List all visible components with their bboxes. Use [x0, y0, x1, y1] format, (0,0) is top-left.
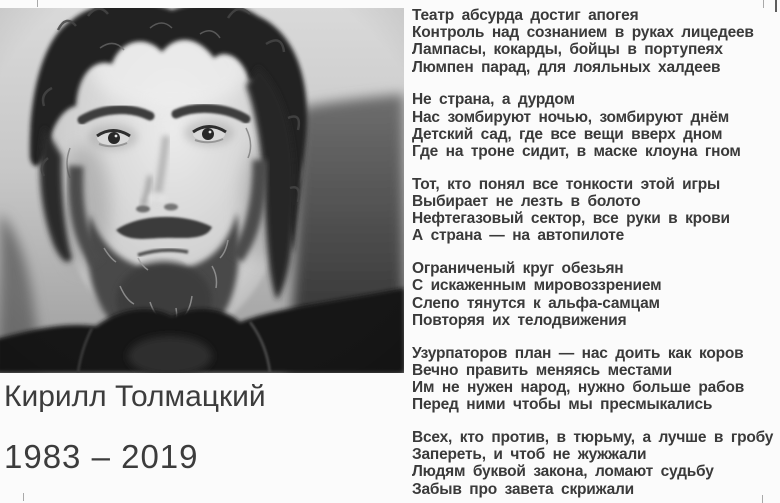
- poem-stanza-1: [412, 7, 780, 76]
- poem-line: Контроль над сознанием в руках лицедеев: [412, 24, 754, 42]
- portrait-photo: [0, 8, 404, 373]
- poem-stanza-4: [412, 260, 780, 329]
- photo-vignette: [0, 8, 404, 373]
- poem-line: Запереть, и чтоб не жужжали: [412, 446, 647, 464]
- poem-line: С искаженным мировоззрением: [412, 277, 662, 295]
- poem-line: Где на троне сидит, в маске клоуна гном: [412, 143, 741, 161]
- poem-line: Повторяя их телодвижения: [412, 311, 627, 329]
- poem-line: Театр абсурда достиг апогея: [412, 7, 639, 24]
- poem-stanza-5: [412, 345, 780, 414]
- memorial-years: 1983 – 2019: [4, 438, 199, 475]
- poem-line: Нефтегазовый сектор, все руки в крови: [412, 210, 730, 228]
- poem-line: Лампасы, кокарды, бойцы в портупеях: [412, 41, 723, 59]
- poem-stanza-6: [412, 429, 780, 498]
- poem-line: Забыв про завета скрижали: [412, 480, 635, 498]
- poem-line: Им не нужен народ, нужно больше рабов: [412, 379, 745, 397]
- poem-line: Ограниченый круг обезьян: [412, 260, 624, 278]
- poem-line: Людям буквой закона, ломают судьбу: [412, 463, 714, 481]
- poem-line: А страна — на автопилоте: [412, 227, 625, 245]
- artifact-tick: [763, 0, 764, 8]
- poem-stanza-3: [412, 176, 780, 245]
- poem-line: Вечно править меняясь местами: [412, 361, 672, 379]
- memorial-name: Кирилл Толмацкий: [4, 380, 266, 413]
- poem-line: Перед ними чтобы мы пресмыкались: [412, 396, 713, 414]
- portrait-photo-svg: [0, 8, 404, 373]
- artifact-tick: [23, 493, 24, 501]
- poem-text: [412, 7, 780, 503]
- poem-line: Тот, кто понял все тонкости этой игры: [412, 175, 721, 193]
- poem-line: Нас зомбируют ночью, зомбируют днём: [412, 108, 730, 126]
- poem-line: Узурпаторов план — нас доить как коров: [412, 344, 744, 362]
- poem-stanza-2: [412, 91, 780, 160]
- poem-line: Всех, кто против, в тюрьму, а лучше в гробу: [412, 429, 774, 447]
- poem-line: Выбирает не лезть в болото: [412, 193, 641, 211]
- poem-line: Люмпен парад, для лояльных халдеев: [412, 58, 721, 76]
- poem-line: Слепо тянутся к альфа-самцам: [412, 294, 660, 312]
- poem-line: Не страна, а дурдом: [412, 91, 575, 109]
- poem-line: Детский сад, где все вещи вверх дном: [412, 125, 723, 143]
- artifact-tick: [37, 0, 38, 7]
- artifact-tick: [775, 0, 777, 12]
- artifact-tick: [762, 495, 763, 503]
